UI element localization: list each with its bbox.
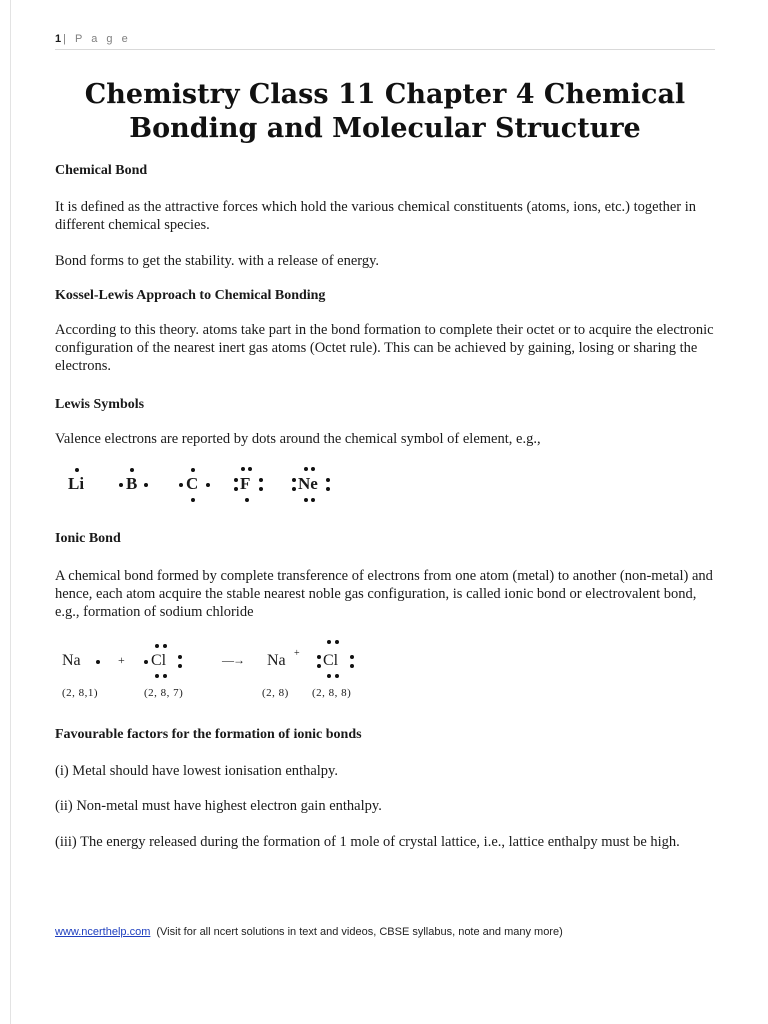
electron-dot — [292, 478, 296, 482]
electron-dot — [75, 468, 79, 472]
electron-dot — [144, 660, 148, 664]
lewis-symbols-figure — [62, 462, 362, 506]
electron-dot — [259, 478, 263, 482]
heading-lewis-symbols: Lewis Symbols — [55, 397, 145, 412]
electron-dot — [155, 674, 159, 678]
heading-favourable-factors: Favourable factors for the formation of ionic bonds — [55, 727, 362, 742]
symbol-f-text: F — [240, 474, 251, 493]
title-line-1: Chemistry Class 11 Chapter 4 Chemical — [84, 79, 686, 110]
page-word: | P a g e — [63, 33, 131, 45]
nacl-formation-equation — [62, 640, 382, 704]
electron-dot — [350, 664, 354, 668]
electron-dot — [326, 478, 330, 482]
symbol-ne-text: Ne — [298, 474, 318, 493]
cfg-na-ion: (2, 8) — [262, 687, 289, 699]
document-title — [55, 78, 715, 146]
electron-dot — [326, 487, 330, 491]
heading-ionic-bond: Ionic Bond — [55, 531, 121, 546]
electron-dot — [311, 498, 315, 502]
cfg-cl-ion: (2, 8, 8) — [312, 687, 352, 699]
factor-item-3: (iii) The energy released during the formation of 1 mole of crystal lattice, i.e., lattice enthalpy must be high. — [55, 834, 680, 850]
electron-dot — [119, 483, 123, 487]
electron-dot — [304, 498, 308, 502]
electron-dot — [317, 664, 321, 668]
electron-dot — [144, 483, 148, 487]
electron-dot — [248, 467, 252, 471]
para-chemical-bond-definition: It is defined as the attractive forces which hold the various chemical constituents (atoms, ions, etc.) together in different chemical species. — [55, 199, 697, 233]
para-bond-stability: Bond forms to get the stability. with a release of energy. — [55, 253, 380, 269]
eq-cl-ion: Cl — [323, 652, 339, 669]
eq-arrow: —→ — [222, 653, 244, 667]
eq-na-ion: Na — [267, 652, 286, 669]
eq-na: Na — [62, 652, 81, 669]
title-line-2: Bonding and Molecular Structure — [129, 113, 641, 144]
factor-item-1: (i) Metal should have lowest ionisation enthalpy. — [55, 763, 338, 779]
para-kossel-lewis-theory: According to this theory. atoms take part in the bond formation to complete their octet or to acquire the electronic configuration of the nearest inert gas atoms (Octet rule). This can be achieved by gaining, losing or sharing the electrons. — [55, 322, 714, 374]
footer-link[interactable]: www.ncerthelp.com — [55, 926, 151, 938]
factor-item-2: (ii) Non-metal must have highest electron gain enthalpy. — [55, 798, 382, 814]
electron-dot — [304, 467, 308, 471]
lewis-symbol-b — [126, 474, 137, 494]
cfg-na: (2, 8,1) — [62, 687, 99, 699]
symbol-li-text: Li — [68, 474, 85, 493]
electron-dot — [311, 467, 315, 471]
electron-dot — [259, 487, 263, 491]
electron-dot — [245, 498, 249, 502]
electron-dot — [327, 640, 331, 644]
electron-dot — [234, 487, 238, 491]
electron-dot — [178, 655, 182, 659]
page-edge-line — [10, 0, 11, 1024]
electron-dot — [163, 674, 167, 678]
eq-cl: Cl — [151, 652, 167, 669]
electron-dot — [155, 644, 159, 648]
electron-dot — [130, 468, 134, 472]
electron-dot — [335, 640, 339, 644]
electron-dot — [350, 655, 354, 659]
electron-dot — [178, 664, 182, 668]
page-number: 1 — [55, 33, 62, 45]
electron-dot — [191, 468, 195, 472]
electron-dot — [163, 644, 167, 648]
heading-kossel-lewis: Kossel-Lewis Approach to Chemical Bonding — [55, 288, 326, 303]
heading-chemical-bond: Chemical Bond — [55, 163, 148, 178]
page-header — [55, 33, 715, 50]
eq-plus: + — [118, 653, 125, 667]
lewis-symbol-f — [240, 474, 250, 494]
electron-dot — [241, 467, 245, 471]
lewis-symbol-ne — [298, 474, 318, 494]
electron-dot — [292, 487, 296, 491]
para-ionic-bond-definition: A chemical bond formed by complete transference of electrons from one atom (metal) to another (non-metal) and hence, each atom acquire the stable nearest noble gas configuration, is called ionic bond or electrovalent bond, e.g., formation of sodium chloride — [55, 568, 713, 620]
electron-dot — [327, 674, 331, 678]
para-valence-electrons: Valence electrons are reported by dots around the chemical symbol of element, e.g., — [55, 431, 541, 447]
lewis-symbol-c — [186, 474, 198, 494]
electron-dot — [191, 498, 195, 502]
electron-dot — [234, 478, 238, 482]
symbol-c-text: C — [186, 474, 199, 493]
electron-dot — [179, 483, 183, 487]
eq-na-charge: + — [294, 648, 300, 659]
cfg-cl: (2, 8, 7) — [144, 687, 184, 699]
electron-dot — [206, 483, 210, 487]
electron-dot — [335, 674, 339, 678]
footer-note: (Visit for all ncert solutions in text and videos, CBSE syllabus, note and many more) — [156, 926, 563, 938]
page-footer — [55, 926, 563, 938]
electron-dot — [96, 660, 100, 664]
lewis-symbol-li — [68, 474, 84, 494]
electron-dot — [317, 655, 321, 659]
symbol-b-text: B — [126, 474, 138, 493]
